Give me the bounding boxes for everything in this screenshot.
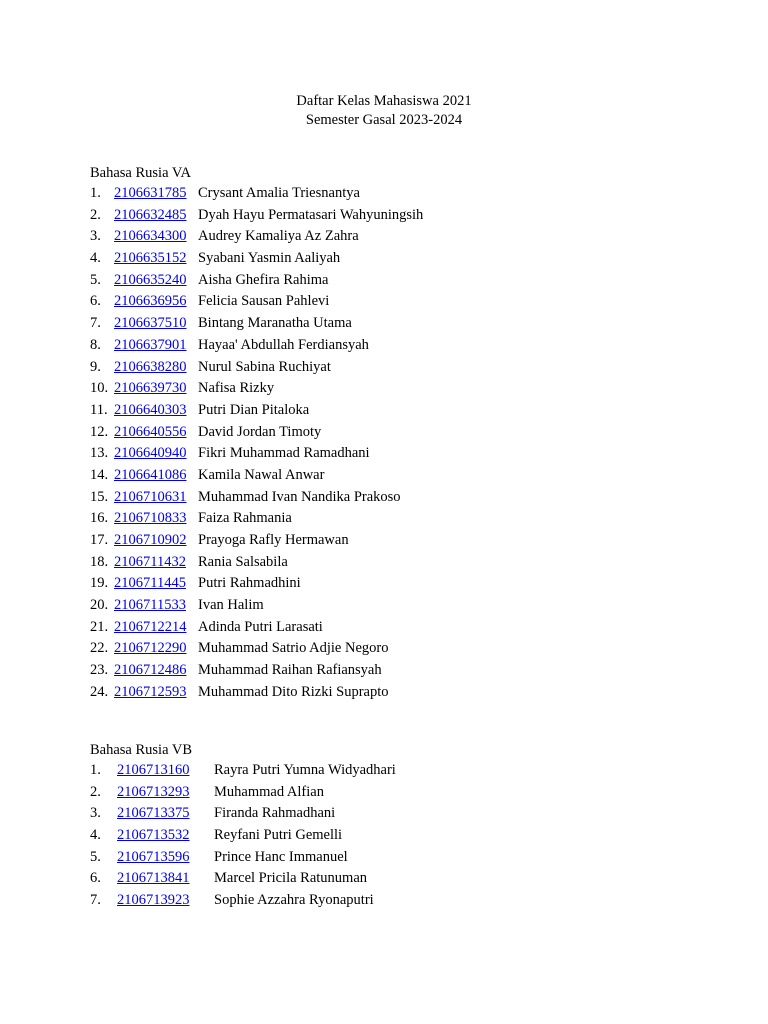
list-item — [90, 552, 690, 574]
list-item — [90, 335, 690, 357]
list-item — [90, 270, 690, 292]
student-id-link[interactable]: 2106641086 — [114, 466, 187, 483]
student-name: Ivan Halim — [198, 597, 264, 614]
student-name: Muhammad Alfian — [214, 783, 324, 800]
list-item — [90, 573, 690, 595]
list-item — [90, 183, 690, 205]
student-name: Putri Rahmadhini — [198, 575, 301, 592]
student-name: Muhammad Ivan Nandika Prakoso — [198, 488, 401, 505]
list-item — [90, 803, 690, 825]
student-id-link[interactable]: 2106637510 — [114, 315, 187, 332]
student-id-link[interactable]: 2106712486 — [114, 662, 187, 679]
student-id-link[interactable]: 2106640556 — [114, 423, 187, 440]
list-number: 9. — [90, 358, 101, 375]
student-id-link[interactable]: 2106711432 — [114, 553, 186, 570]
list-number: 13. — [90, 445, 109, 462]
student-id-link[interactable]: 2106713160 — [117, 762, 190, 778]
list-number: 15. — [90, 488, 109, 505]
list-item — [90, 847, 690, 869]
student-id-link[interactable]: 2106635152 — [114, 250, 187, 267]
list-number: 16. — [90, 510, 109, 527]
document-title: Daftar Kelas Mahasiswa 2021 — [296, 93, 472, 109]
list-number: 3. — [90, 805, 101, 822]
list-item — [90, 825, 690, 847]
student-name: Prayoga Rafly Hermawan — [198, 532, 349, 548]
student-id-link[interactable]: 2106713596 — [117, 848, 190, 865]
student-name: Marcel Pricila Ratunuman — [214, 870, 368, 887]
student-id-link[interactable]: 2106632485 — [114, 206, 187, 223]
student-name: Nurul Sabina Ruchiyat — [198, 358, 331, 375]
list-number: 4. — [90, 827, 101, 844]
list-number: 1. — [90, 762, 101, 778]
title-block — [0, 92, 768, 130]
list-number: 2. — [90, 783, 101, 800]
list-number: 5. — [90, 271, 101, 288]
list-number: 1. — [90, 185, 101, 201]
student-name: Felicia Sausan Pahlevi — [198, 293, 330, 310]
list-item — [90, 465, 690, 487]
student-id-link[interactable]: 2106711445 — [114, 575, 186, 592]
student-name: Prince Hanc Immanuel — [214, 848, 348, 865]
list-item — [90, 205, 690, 227]
student-name: Rayra Putri Yumna Widyadhari — [214, 762, 396, 778]
student-name: Kamila Nawal Anwar — [198, 466, 325, 483]
list-number: 21. — [90, 618, 109, 635]
list-number: 17. — [90, 532, 109, 548]
student-id-link[interactable]: 2106634300 — [114, 228, 187, 245]
list-number: 22. — [90, 640, 109, 657]
student-name: Muhammad Dito Rizki Suprapto — [198, 683, 389, 700]
student-name: Audrey Kamaliya Az Zahra — [198, 228, 359, 245]
list-number: 10. — [90, 380, 109, 397]
list-number: 18. — [90, 553, 109, 570]
list-item — [90, 378, 690, 400]
student-name: Sophie Azzahra Ryonaputri — [214, 892, 374, 909]
list-number: 20. — [90, 597, 109, 614]
list-number: 4. — [90, 250, 101, 267]
list-item — [90, 508, 690, 530]
list-number: 19. — [90, 575, 109, 592]
student-id-link[interactable]: 2106636956 — [114, 293, 187, 310]
student-id-link[interactable]: 2106635240 — [114, 271, 187, 288]
list-item — [90, 868, 690, 890]
student-name: Bintang Maranatha Utama — [198, 315, 352, 332]
section-heading: Bahasa Rusia VA — [90, 165, 191, 181]
student-name: Reyfani Putri Gemelli — [214, 827, 343, 844]
list-item — [90, 248, 690, 270]
list-number: 7. — [90, 315, 101, 332]
list-item — [90, 595, 690, 617]
list-item — [90, 890, 690, 912]
list-item — [90, 226, 690, 248]
list-number: 14. — [90, 466, 109, 483]
student-id-link[interactable]: 2106710833 — [114, 510, 187, 527]
list-item — [90, 443, 690, 465]
list-item — [90, 291, 690, 313]
student-id-link[interactable]: 2106639730 — [114, 380, 187, 397]
list-number: 8. — [90, 336, 101, 353]
student-id-link[interactable]: 2106712593 — [114, 683, 187, 700]
student-id-link[interactable]: 2106631785 — [114, 185, 187, 201]
student-name: Aisha Ghefira Rahima — [198, 271, 329, 288]
student-id-link[interactable]: 2106713293 — [117, 783, 190, 800]
list-item — [90, 313, 690, 335]
list-item — [90, 638, 690, 660]
section-bahasa-rusia-vb — [90, 740, 690, 912]
list-item — [90, 682, 690, 704]
student-name: Dyah Hayu Permatasari Wahyuningsih — [198, 206, 424, 223]
student-name: Muhammad Raihan Rafiansyah — [198, 662, 382, 679]
list-number: 7. — [90, 892, 101, 909]
student-id-link[interactable]: 2106637901 — [114, 336, 187, 353]
student-name: Firanda Rahmadhani — [214, 805, 336, 822]
list-item — [90, 487, 690, 509]
list-item — [90, 660, 690, 682]
student-name: Fikri Muhammad Ramadhani — [198, 445, 370, 462]
student-id-link[interactable]: 2106713841 — [117, 870, 190, 887]
document-subtitle: Semester Gasal 2023-2024 — [305, 112, 463, 128]
list-number: 5. — [90, 848, 101, 865]
student-id-link[interactable]: 2106640940 — [114, 445, 187, 462]
list-number: 2. — [90, 206, 101, 223]
student-id-link[interactable]: 2106710631 — [114, 488, 187, 505]
student-name: Faiza Rahmania — [198, 510, 292, 527]
list-number: 23. — [90, 662, 109, 679]
student-id-link[interactable]: 2106638280 — [114, 358, 187, 375]
list-number: 11. — [90, 401, 108, 418]
student-list — [90, 760, 690, 912]
student-name: Muhammad Satrio Adjie Negoro — [198, 640, 389, 657]
student-name: Crysant Amalia Triesnantya — [198, 185, 360, 201]
student-name: Adinda Putri Larasati — [198, 618, 323, 635]
list-number: 24. — [90, 683, 109, 700]
student-id-link[interactable]: 2106712214 — [114, 618, 187, 635]
student-id-link[interactable]: 2106710902 — [114, 532, 187, 548]
student-name: Putri Dian Pitaloka — [198, 401, 310, 418]
list-item — [90, 357, 690, 379]
student-id-link[interactable]: 2106640303 — [114, 401, 187, 418]
list-item — [90, 422, 690, 444]
student-id-link[interactable]: 2106712290 — [114, 640, 187, 657]
list-item — [90, 400, 690, 422]
student-id-link[interactable]: 2106713923 — [117, 892, 190, 909]
list-number: 6. — [90, 293, 101, 310]
student-id-link[interactable]: 2106711533 — [114, 597, 186, 614]
list-number: 6. — [90, 870, 101, 887]
student-name: Hayaa' Abdullah Ferdiansyah — [198, 336, 369, 353]
section-bahasa-rusia-va — [90, 163, 690, 704]
list-item — [90, 760, 690, 782]
list-item — [90, 530, 690, 552]
list-number: 3. — [90, 228, 101, 245]
student-list — [90, 183, 690, 704]
student-name: David Jordan Timoty — [198, 423, 322, 440]
section-heading: Bahasa Rusia VB — [90, 742, 193, 758]
list-item — [90, 617, 690, 639]
student-name: Rania Salsabila — [198, 553, 288, 570]
student-id-link[interactable]: 2106713375 — [117, 805, 190, 822]
student-name: Syabani Yasmin Aaliyah — [198, 250, 341, 267]
student-id-link[interactable]: 2106713532 — [117, 827, 190, 844]
list-number: 12. — [90, 423, 109, 440]
list-item — [90, 782, 690, 804]
student-name: Nafisa Rizky — [198, 380, 275, 397]
